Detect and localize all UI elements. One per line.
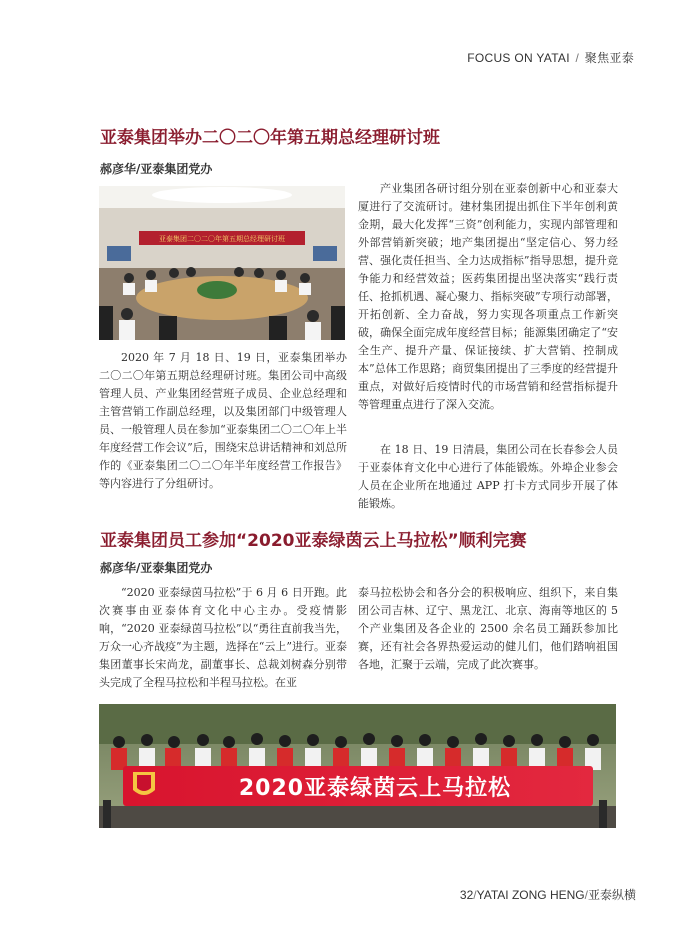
header-separator: / bbox=[575, 51, 580, 65]
footer-en: YATAI ZONG HENG bbox=[476, 888, 585, 902]
header-en: FOCUS ON YATAI bbox=[467, 51, 570, 65]
footer-separator-1: / bbox=[473, 888, 477, 902]
header-cn: 聚焦亚泰 bbox=[584, 51, 634, 65]
article2-paragraph-right: 泰马拉松协会和各分会的积极响应、组织下，来自集团公司吉林、辽宁、黑龙江、北京、海南等地区的 5 个产业集团及各企业的 2500 余名员工踊跃参加比赛，还有社会各界热爱运动的健儿们，他们踏响祖国各地，汇聚于云端，完成了此次赛事。 bbox=[358, 586, 618, 671]
article2-title: 亚泰集团员工参加“2020亚泰绿茵云上马拉松”顺利完赛 bbox=[100, 531, 527, 551]
meeting-photo bbox=[99, 186, 345, 340]
meeting-banner: 亚泰集团二〇二〇年第五期总经理研讨班 bbox=[159, 235, 285, 243]
article1-paragraph-right-2: 在 18 日、19 日清晨，集团公司在长春参会人员于亚泰体育文化中心进行了体能锻炼。外埠企业参会人员在企业所在地通过 APP 打卡方式同步开展了体能锻炼。 bbox=[358, 443, 618, 510]
footer-cn: 亚泰纵横 bbox=[587, 888, 636, 902]
running-footer bbox=[460, 886, 636, 903]
footer-separator-2: / bbox=[584, 888, 588, 902]
marathon-photo-illustration bbox=[99, 704, 616, 828]
article2-byline: 郝彦华/亚泰集团党办 bbox=[100, 561, 213, 575]
running-header bbox=[467, 49, 634, 66]
marathon-banner: 2020亚泰绿茵云上马拉松 bbox=[238, 776, 512, 801]
article1-paragraph-right-1: 产业集团各研讨组分别在亚泰创新中心和亚泰大厦进行了交流研讨。建材集团提出抓住下半年创利黄金期，最大化发挥“三资”创利能力，实现内部管理和外部营销新突破；地产集团提出“坚定信心、努力经营、强化责任担当、全力达成指标”指导思想，提升竞争能力和经营效益；医药集团提出坚决落实“践行责任、抢抓机遇、凝心聚力、指标突破”专项行动部署，开拓创新、全力奋战，努力实现各项重点工作新突破，确保全面完成年度经营目标；能源集团确定了“安全生产、提升产量、保证接续、扩大营销、控制成本”总体工作思路；商贸集团提出了三季度的经营提升重点，对做好后疫情时代的市场营销和经营指标提升等管理重点进行了深入交流。 bbox=[358, 182, 618, 411]
marathon-photo bbox=[99, 704, 616, 828]
article1-byline: 郝彦华/亚泰集团党办 bbox=[100, 162, 213, 176]
meeting-photo-illustration bbox=[99, 186, 345, 340]
article2-paragraph-left: “2020 亚泰绿茵马拉松”于 6 月 6 日开跑。此次赛事由亚泰体育文化中心主办。受疫情影响，“2020 亚泰绿茵马拉松”以“勇往直前我当先，万众一心齐战疫”为主题，选择在“云上”进行。亚泰集团董事长宋尚龙，副董事长、总裁刘树森分别带头完成了全程马拉松和半程马拉松。在亚 bbox=[99, 586, 347, 689]
page-number: 32 bbox=[459, 888, 474, 902]
article1-title: 亚泰集团举办二〇二〇年第五期总经理研讨班 bbox=[100, 128, 440, 148]
article1-paragraph-left: 2020 年 7 月 18 日、19 日，亚泰集团举办二〇二〇年第五期总经理研讨班。集团公司中高级管理人员、产业集团经营班子成员、企业总经理和主管营销工作副总经理，以及集团部门中级管理人员、一般管理人员在参加“亚泰集团二〇二〇年上半年度经营工作会议”后，围绕宋总讲话精神和刘总所作的《亚泰集团二〇二〇年半年度经营工作报告》等内容进行了分组研讨。 bbox=[99, 351, 347, 490]
